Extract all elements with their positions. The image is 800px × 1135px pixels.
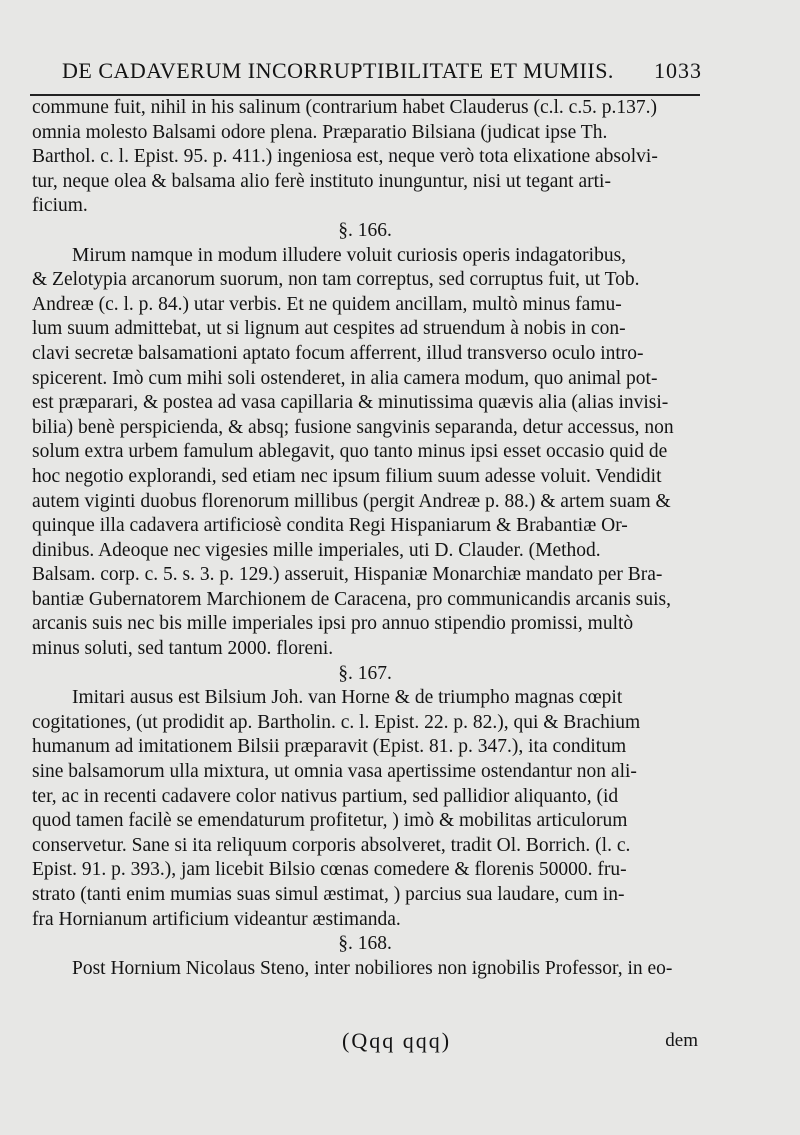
text-line: bantiæ Gubernatorem Marchionem de Caracena, pro communicandis arcanis suis, xyxy=(32,588,671,610)
text-line: Imitari ausus est Bilsium Joh. van Horne & de triumpho magnas cœpit xyxy=(72,687,623,709)
text-line: cogitationes, (ut prodidit ap. Bartholin. c. l. Epist. 22. p. 82.), qui & Brachium xyxy=(32,711,641,733)
text-line: bilia) benè perspicienda, & absq; fusione sangvinis separanda, detur accessus, non xyxy=(32,416,674,438)
text-line: Mirum namque in modum illudere voluit curiosis operis indagatoribus, xyxy=(72,244,627,266)
text-line: autem viginti duobus florenorum millibus (pergit Andreæ p. 88.) & artem suam & xyxy=(32,490,671,512)
page-footer xyxy=(32,1028,698,1058)
text-line: Balsam. corp. c. 5. s. 3. p. 129.) asseruit, Hispaniæ Monarchiæ mandato per Bra- xyxy=(32,564,663,586)
section-heading: §. 168. xyxy=(338,933,392,955)
text-line: conservetur. Sane si ita reliquum corporis absolveret, tradit Ol. Borrich. (l. c. xyxy=(32,834,631,856)
text-line: hoc negotio explorandi, sed etiam nec ipsum filium suum adesse voluit. Vendidit xyxy=(32,465,662,487)
text-line: omnia molesto Balsami odore plena. Præparatio Bilsiana (judicat ipse Th. xyxy=(32,121,608,143)
text-line: commune fuit, nihil in his salinum (contrarium habet Clauderus (c.l. c.5. p.137.) xyxy=(32,97,657,118)
text-line: Epist. 91. p. 393.), jam licebit Bilsio cœnas comedere & florenis 50000. fru- xyxy=(32,859,627,881)
catchword: dem xyxy=(665,1030,698,1051)
text-body xyxy=(32,96,698,981)
text-line: dinibus. Adeoque nec vigesies mille imperiales, uti D. Clauder. (Method. xyxy=(32,539,601,561)
text-line: lum suum admittebat, ut si lignum aut cespites ad struendum à nobis in con- xyxy=(32,318,626,340)
signature-mark: (Qqq qqq) xyxy=(342,1028,452,1053)
text-line: tur, neque olea & balsama alio ferè instituto inunguntur, nisi ut tegant arti- xyxy=(32,170,611,192)
running-header xyxy=(62,58,702,92)
text-line: Barthol. c. l. Epist. 95. p. 411.) ingeniosa est, neque verò tota elixatione absolvi- xyxy=(32,146,658,168)
text-line: solum extra urbem famulum ablegavit, quo tanto minus ipsi esset occasio quid de xyxy=(32,441,668,463)
text-line: fra Hornianum artificium videantur æstimanda. xyxy=(32,908,401,930)
running-title: DE CADAVERUM INCORRUPTIBILITATE ET MUMIIS. xyxy=(62,58,614,83)
text-line: strato (tanti enim mumias suas simul æstimat, ) parcius sua laudare, cum in- xyxy=(32,884,625,905)
text-line: spicerent. Imò cum mihi soli ostenderet, in alia camera modum, quo animal pot- xyxy=(32,367,658,389)
section-heading: §. 167. xyxy=(338,662,392,684)
text-line: Post Hornium Nicolaus Steno, inter nobiliores non ignobilis Professor, in eo- xyxy=(72,957,673,979)
text-line: minus soluti, sed tantum 2000. floreni. xyxy=(32,638,334,660)
section-heading: §. 166. xyxy=(338,219,392,241)
text-line: est præparari, & postea ad vasa capillaria & minutissima quævis alia (alias invisi- xyxy=(32,392,669,414)
page-number: 1033 xyxy=(654,58,702,83)
text-line: ficium. xyxy=(32,195,88,217)
text-line: ter, ac in recenti cadavere color nativus partium, sed pallidior aliquanto, (id xyxy=(32,785,619,807)
text-line: Andreæ (c. l. p. 84.) utar verbis. Et ne quidem ancillam, multò minus famu- xyxy=(32,293,622,315)
text-line: quod tamen facilè se emendaturum profitetur, ) imò & mobilitas articulorum xyxy=(32,810,628,832)
text-line: clavi secretæ balsamationi aptato focum afferrent, illud transverso oculo intro- xyxy=(32,342,644,364)
text-line: quinque illa cadavera artificiosè condita Regi Hispaniarum & Brabantiæ Or- xyxy=(32,515,628,537)
text-line: arcanis suis nec bis mille imperiales ipsi pro annuo stipendio promissi, multò xyxy=(32,613,634,635)
text-line: sine balsamorum ulla mixtura, ut omnia vasa apertissime ostendantur non ali- xyxy=(32,761,637,783)
text-line: & Zelotypia arcanorum suorum, non tam correptus, sed corruptus fuit, ut Tob. xyxy=(32,269,640,291)
text-line: humanum ad imitationem Bilsii præparavit (Epist. 81. p. 347.), ita conditum xyxy=(32,736,627,758)
